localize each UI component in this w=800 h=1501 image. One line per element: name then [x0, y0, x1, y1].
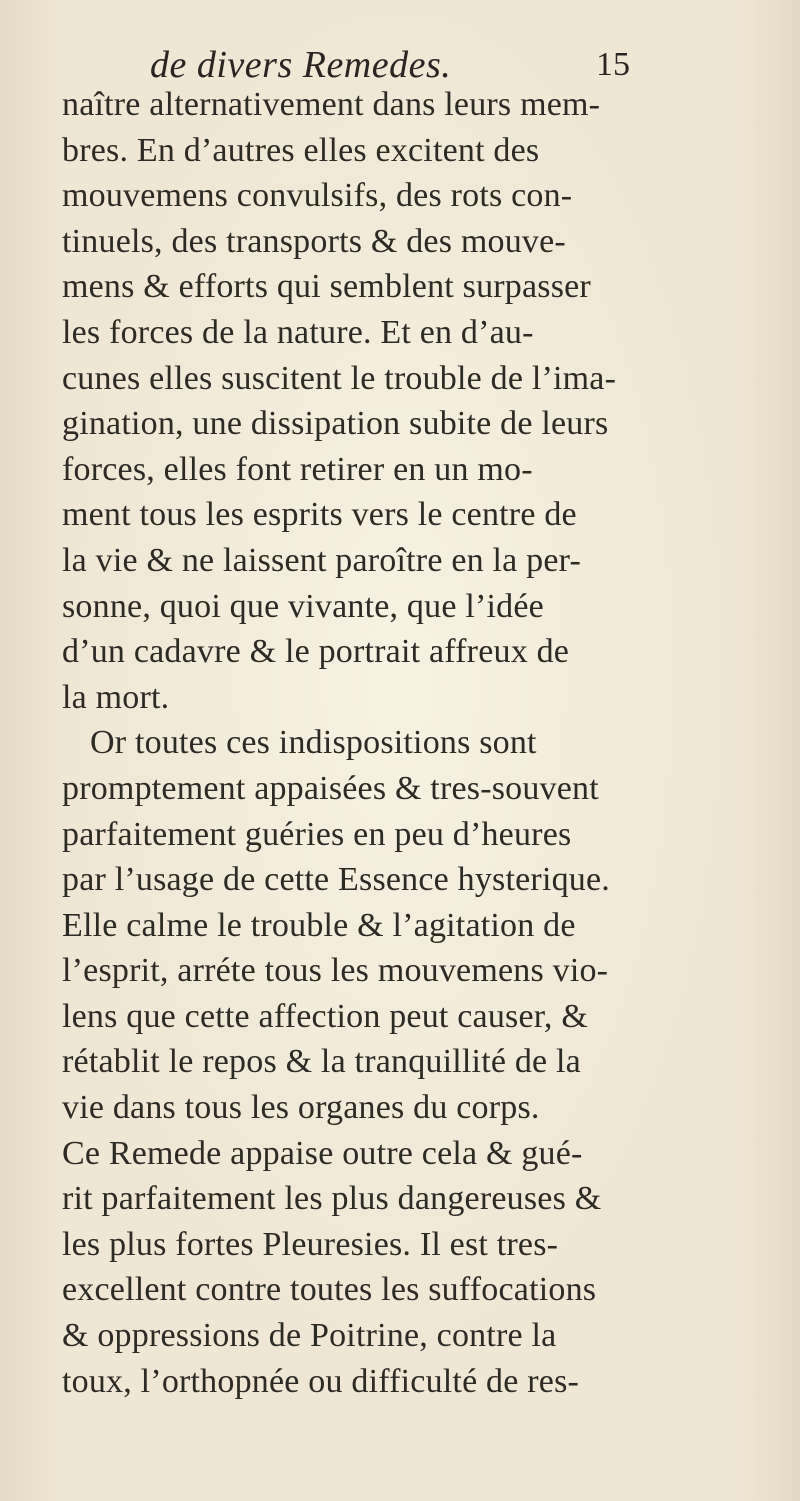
text-line: rit parfaitement les plus dangereuses & — [62, 1180, 602, 1218]
running-head: de divers Remedes. — [150, 44, 452, 86]
text-line: lens que cette affection peut causer, & — [62, 997, 588, 1035]
text-line: forces, elles font retirer en un mo- — [62, 450, 533, 488]
text-line: & oppressions de Poitrine, contre la — [62, 1317, 557, 1355]
text-line: rétablit le repos & la tranquillité de la — [62, 1043, 581, 1081]
page-number: 15 — [596, 46, 630, 83]
text-line: par l’usage de cette Essence hysterique. — [62, 861, 610, 899]
text-line: toux, l’orthopnée ou difficulté de res- — [62, 1362, 580, 1400]
body-text — [62, 82, 767, 1404]
text-line: mouvemens convulsifs, des rots con- — [62, 177, 573, 215]
text-line: les plus fortes Pleuresies. Il est tres- — [62, 1225, 559, 1263]
text-line: excellent contre toutes les suffocations — [62, 1271, 597, 1309]
text-line: tinuels, des transports & des mouve- — [62, 222, 566, 260]
text-line: promptement appaisées & tres-souvent — [62, 769, 599, 807]
text-line: Elle calme le trouble & l’agitation de — [62, 906, 576, 944]
text-line: l’esprit, arréte tous les mouvemens vio- — [62, 952, 609, 990]
text-line: les forces de la nature. Et en d’au- — [62, 313, 534, 351]
text-line: d’un cadavre & le portrait affreux de — [62, 633, 570, 671]
text-line: mens & efforts qui semblent surpasser — [62, 268, 591, 306]
paragraph-start-line: Or toutes ces indispositions sont — [90, 724, 537, 762]
text-line: cunes elles suscitent le trouble de l’ima- — [62, 359, 617, 397]
text-line: vie dans tous les organes du corps. — [62, 1089, 540, 1127]
text-line: parfaitement guéries en peu d’heures — [62, 815, 572, 853]
text-line: Ce Remede appaise outre cela & gué- — [62, 1134, 583, 1172]
text-line: naître alternativement dans leurs mem- — [62, 86, 601, 123]
text-line: la vie & ne laissent paroître en la per- — [62, 541, 581, 579]
text-line: la mort. — [62, 678, 170, 716]
text-line: gination, une dissipation subite de leurs — [62, 405, 609, 443]
text-line: ment tous les esprits vers le centre de — [62, 496, 577, 534]
text-line: bres. En d’autres elles excitent des — [62, 131, 540, 169]
text-line: sonne, quoi que vivante, que l’idée — [62, 587, 544, 625]
